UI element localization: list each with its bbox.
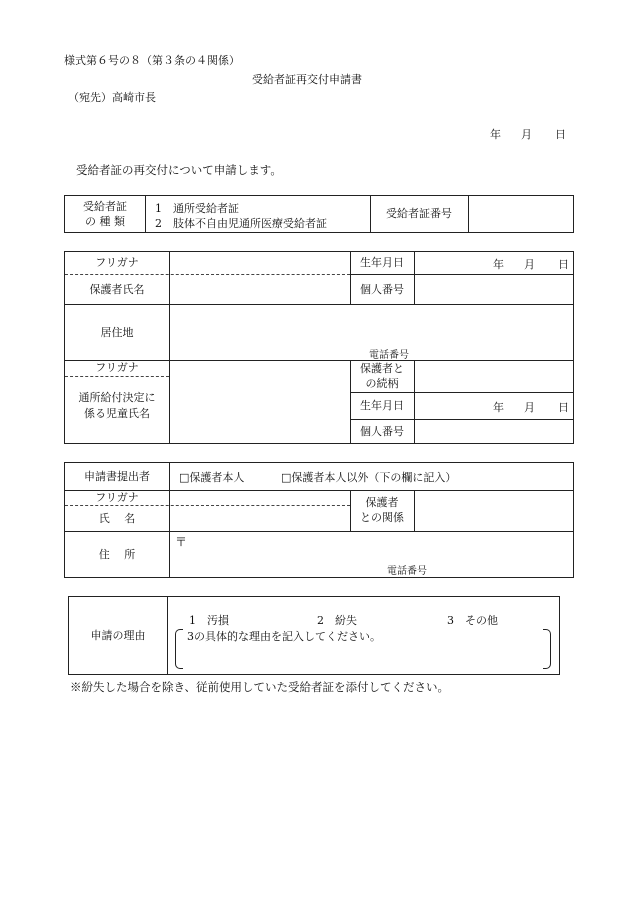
cert-type-label-1: 受給者証 bbox=[83, 199, 127, 213]
guardian-birth-month: 月 bbox=[524, 258, 535, 271]
date-day-label: 日 bbox=[555, 128, 566, 141]
relation-field[interactable] bbox=[415, 361, 572, 392]
bracket-left bbox=[175, 629, 183, 669]
reason-detail-field[interactable] bbox=[185, 643, 541, 669]
cert-number-field[interactable] bbox=[469, 196, 573, 232]
applicant-name-label: 氏 名 bbox=[98, 511, 136, 525]
guardian-name-field[interactable] bbox=[170, 275, 349, 304]
child-birth-month: 月 bbox=[524, 401, 535, 414]
date-year-label: 年 bbox=[490, 128, 501, 141]
guardian-table bbox=[64, 251, 574, 444]
phone-label: 電話番号 bbox=[369, 350, 409, 361]
reason-option-other[interactable]: 3 その他 bbox=[447, 614, 498, 627]
child-furigana-label: フリガナ bbox=[95, 361, 139, 374]
guardian-personal-number-field[interactable] bbox=[415, 275, 572, 304]
applicant-address-field[interactable] bbox=[170, 532, 572, 577]
child-birth-year: 年 bbox=[493, 401, 504, 414]
date-month-label: 月 bbox=[521, 128, 532, 141]
reason-table bbox=[68, 596, 560, 675]
address-label: 居住地 bbox=[100, 325, 134, 339]
addressee: （宛先）高崎市長 bbox=[68, 91, 156, 104]
applicant-name-field[interactable] bbox=[170, 491, 349, 531]
cert-type-label-2: の 種 類 bbox=[85, 214, 125, 228]
relation-label-1: 保護者と bbox=[360, 362, 404, 375]
guardian-furigana-label: フリガナ bbox=[95, 256, 139, 269]
reason-label: 申請の理由 bbox=[90, 628, 146, 642]
guardian-name-label: 保護者氏名 bbox=[89, 282, 145, 296]
cert-number-label: 受給者証番号 bbox=[386, 207, 452, 220]
child-name-field[interactable] bbox=[170, 377, 349, 443]
applicant-table bbox=[64, 462, 574, 578]
applicant-furigana-label: フリガナ bbox=[95, 490, 139, 504]
postal-mark: 〒 bbox=[175, 535, 188, 549]
child-name-label-1: 通所給付決定に bbox=[78, 391, 156, 404]
guardian-birth-year: 年 bbox=[493, 258, 504, 271]
applicant-phone-label: 電話番号 bbox=[387, 566, 427, 577]
submitter-option-other[interactable]: □保護者本人以外（下の欄に記入） bbox=[281, 471, 457, 484]
reason-option-soiled[interactable]: 1 汚損 bbox=[189, 614, 229, 627]
child-personal-number-field[interactable] bbox=[415, 420, 572, 443]
child-birth-label: 生年月日 bbox=[360, 399, 404, 412]
applicant-relation-label-1: 保護者 bbox=[365, 495, 399, 509]
form-number: 様式第６号の８（第３条の４関係） bbox=[64, 54, 240, 67]
guardian-furigana-field[interactable] bbox=[170, 252, 349, 274]
footnote: ※紛失した場合を除き、従前使用していた受給者証を添付してください。 bbox=[70, 680, 450, 694]
guardian-birth-day: 日 bbox=[558, 258, 569, 271]
guardian-birth-label: 生年月日 bbox=[360, 256, 404, 269]
applicant-relation-field[interactable] bbox=[415, 491, 572, 531]
submitter-label: 申請書提出者 bbox=[84, 469, 150, 483]
cert-option-1[interactable]: 1 通所受給者証 bbox=[155, 202, 239, 215]
reason-instruction: 3の具体的な理由を記入してください。 bbox=[187, 630, 381, 643]
guardian-personal-number-label: 個人番号 bbox=[360, 282, 404, 296]
applicant-relation-label-2: との関係 bbox=[360, 510, 404, 524]
relation-label-2: の続柄 bbox=[365, 377, 399, 390]
intro-text: 受給者証の再交付について申請します。 bbox=[76, 163, 282, 177]
cert-option-2[interactable]: 2 肢体不自由児通所医療受給者証 bbox=[155, 217, 327, 230]
bracket-right bbox=[543, 629, 551, 669]
page-title: 受給者証再交付申請書 bbox=[252, 73, 362, 86]
cert-table bbox=[64, 195, 574, 233]
child-personal-number-label: 個人番号 bbox=[360, 424, 404, 438]
child-name-label-2: 係る児童氏名 bbox=[84, 407, 150, 420]
applicant-address-label: 住 所 bbox=[98, 547, 136, 561]
reason-option-lost[interactable]: 2 紛失 bbox=[317, 614, 357, 627]
submitter-option-self[interactable]: □保護者本人 bbox=[179, 471, 245, 484]
child-birth-day: 日 bbox=[558, 401, 569, 414]
